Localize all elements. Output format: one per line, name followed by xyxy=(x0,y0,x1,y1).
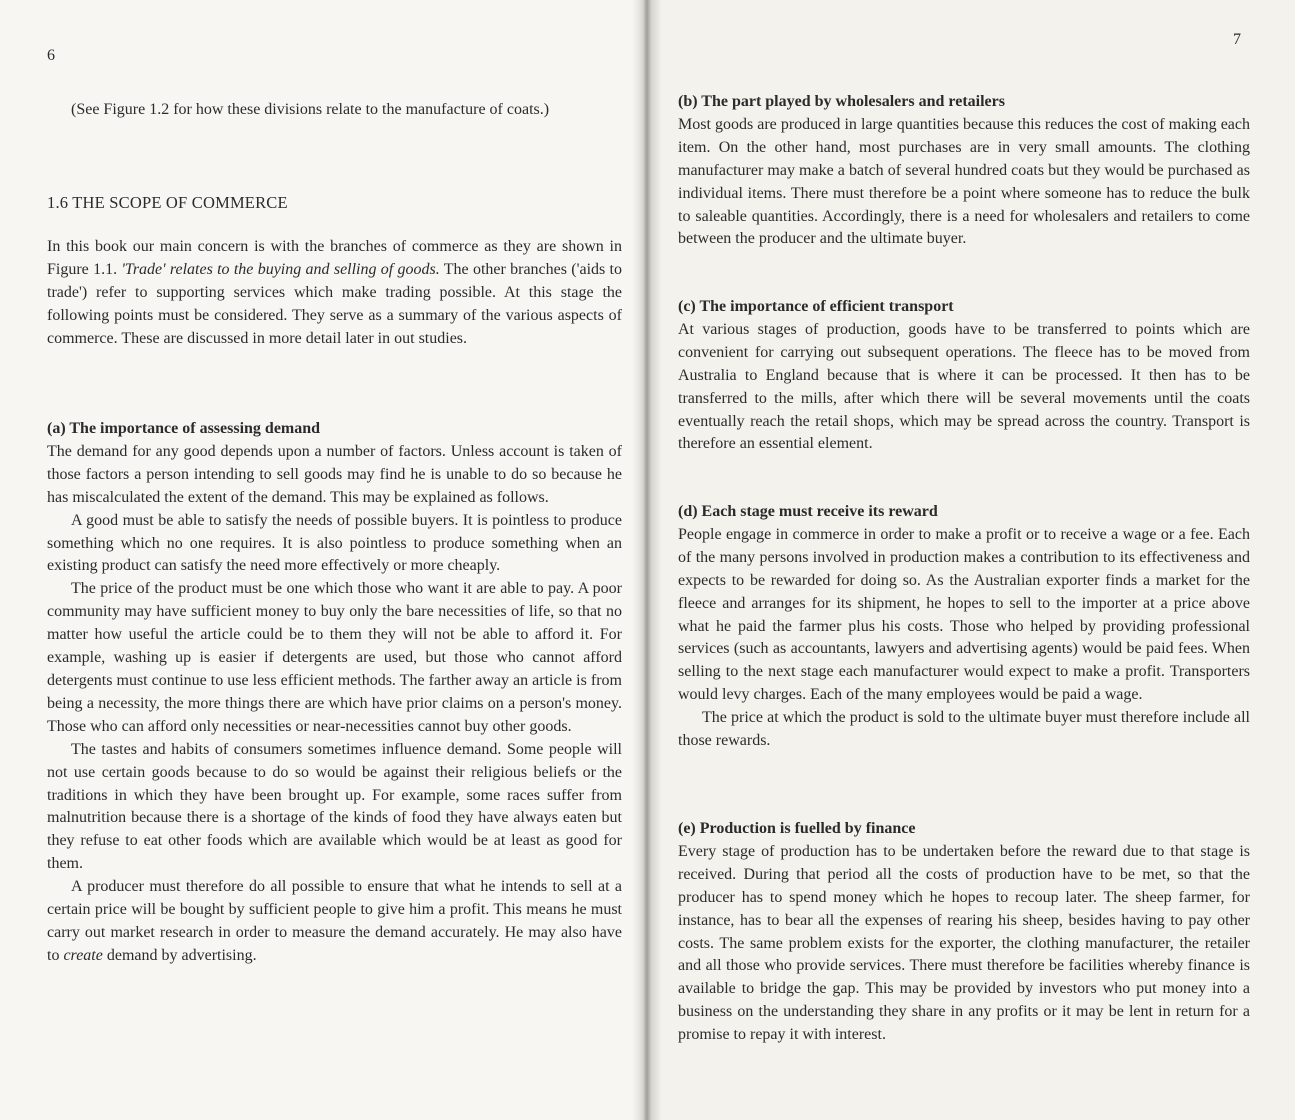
section-paragraph-block xyxy=(47,236,622,351)
subsection-d-para-1: People engage in commerce in order to make a profit or to receive a wage or a fee. Each of the many persons involved in production makes a contribution to its effectiveness and expects to be rewarded for doing so. As the Australian exporter finds a market for the fleece and arranges for its shipment, he hopes to sell to the importer at a price above what he paid the farmer plus his costs. Those who helped by providing professional services (such as accountants, lawyers and advertising agents) would be paid fees. When selling to the next stage each manufacturer would expect to make a profit. Transporters would levy charges. Each of the many employees would be paid a wage. xyxy=(678,525,1250,704)
intro-paragraph: (See Figure 1.2 for how these divisions relate to the manufacture of coats.) xyxy=(71,101,550,118)
subsection-e-para: Every stage of production has to be undertaken before the reward due to that stage is received. During that period all the costs of production have to be met, so that the producer has to spend money which he hopes to recoup later. The sheep farmer, for instance, has to bear all the expenses of rearing his sheep, besides having to pay other costs. The same problem exists for the exporter, the clothing manufacturer, the retailer and all those who provide services. There must therefore be facilities whereby finance is available to bridge the gap. This may be provided by investors who put money into a business on the understanding they share in any profits or it may be lent in return for a promise to repay it with interest. xyxy=(678,842,1250,1044)
subsection-a-para-5 xyxy=(47,876,622,968)
last-para-text-2: demand by advertising. xyxy=(102,946,257,964)
subsection-b-heading: (b) The part played by wholesalers and retailers xyxy=(678,93,1005,110)
subsection-e-heading: (e) Production is fuelled by finance xyxy=(678,820,916,837)
section-paragraph xyxy=(47,236,622,351)
page-number-left: 6 xyxy=(47,47,55,64)
left-page xyxy=(0,0,640,1120)
last-para-italic: create xyxy=(63,946,103,964)
subsection-d-para-2: The price at which the product is sold to the ultimate buyer must therefore include all those rewards. xyxy=(678,709,1250,750)
subsection-a-heading: (a) The importance of assessing demand xyxy=(47,420,321,437)
subsection-b-para: Most goods are produced in large quantities because this reduces the cost of making each item. On the other hand, most purchases are in very small amounts. The clothing manufacturer may make a batch of several hundred coats but they would be purchased as individual items. There must therefore be a point where someone has to reduce the bulk to saleable quantities. Accordingly, there is a need for wholesalers and retailers to come between the producer and the ultimate buyer. xyxy=(678,115,1250,248)
subsection-c xyxy=(678,296,1250,456)
subsection-a-para-2: A good must be able to satisfy the needs of possible buyers. It is pointless to produce something which no one requires. It is also pointless to produce something when an existing product can satisfy the need more effectively or more cheaply. xyxy=(47,511,622,575)
subsection-a xyxy=(47,418,622,968)
subsection-e xyxy=(678,818,1250,1047)
right-page xyxy=(640,0,1295,1120)
section-heading-block xyxy=(47,192,622,215)
page-number-right: 7 xyxy=(1233,31,1241,48)
subsection-d-heading: (d) Each stage must receive its reward xyxy=(678,503,938,520)
section-text-1: In this book our main concern is with the branches of commerce as they are shown in Figure 1.1. xyxy=(47,238,622,278)
subsection-b xyxy=(678,91,1250,251)
subsection-a-para-1: The demand for any good depends upon a number of factors. Unless account is taken of those factors a person intending to sell goods may find he is unable to do so because he has miscalculated the extent of the demand. This may be explained as follows. xyxy=(47,442,622,506)
subsection-a-para-4: The tastes and habits of consumers sometimes influence demand. Some people will not use certain goods because to do so would be against their religious beliefs or the traditions in which they have been brought up. For example, some races suffer from malnutrition because there is a shortage of the kinds of food they have always eaten but they refuse to eat other foods which are available which would be at least as good for them. xyxy=(47,740,622,873)
section-italic: 'Trade' relates to the buying and selling of goods. xyxy=(121,260,440,278)
subsection-d xyxy=(678,501,1250,753)
section-text-2: The other branches ('aids to trade') refer to supporting services which make trading possible. At this stage the following points must be considered. They serve as a summary of the various aspects of commerce. These are discussed in more detail later in out studies. xyxy=(47,260,622,347)
book-gutter-shadow xyxy=(632,0,662,1120)
last-para-text-1: A producer must therefore do all possible to ensure that what he intends to sell at a certain price will be bought by sufficient people to give him a profit. This means he must carry out market research in order to measure the demand accurately. He may also have to xyxy=(47,878,622,964)
section-heading: 1.6 THE SCOPE OF COMMERCE xyxy=(47,193,288,212)
subsection-c-para: At various stages of production, goods have to be transferred to points which are convenient for carrying out subsequent operations. The fleece has to be moved from Australia to England because that is where it can be processed. It then has to be transferred to the mills, after which there will be several movements until the coats eventually reach the retail shops, which may be spread across the country. Transport is therefore an essential element. xyxy=(678,320,1250,453)
intro-block xyxy=(47,99,622,122)
subsection-a-para-3: The price of the product must be one which those who want it are able to pay. A poor community may have sufficient money to buy only the bare necessities of life, so that no matter how useful the article could be to them they will not be able to afford it. For example, washing up is easier if detergents are used, but those who cannot afford detergents must continue to use less efficient methods. The farther away an article is from being a necessity, the more things there are which have prior claims on a person's money. Those who can afford only necessities or near-necessities cannot buy other goods. xyxy=(47,580,622,735)
subsection-c-heading: (c) The importance of efficient transport xyxy=(678,298,954,315)
